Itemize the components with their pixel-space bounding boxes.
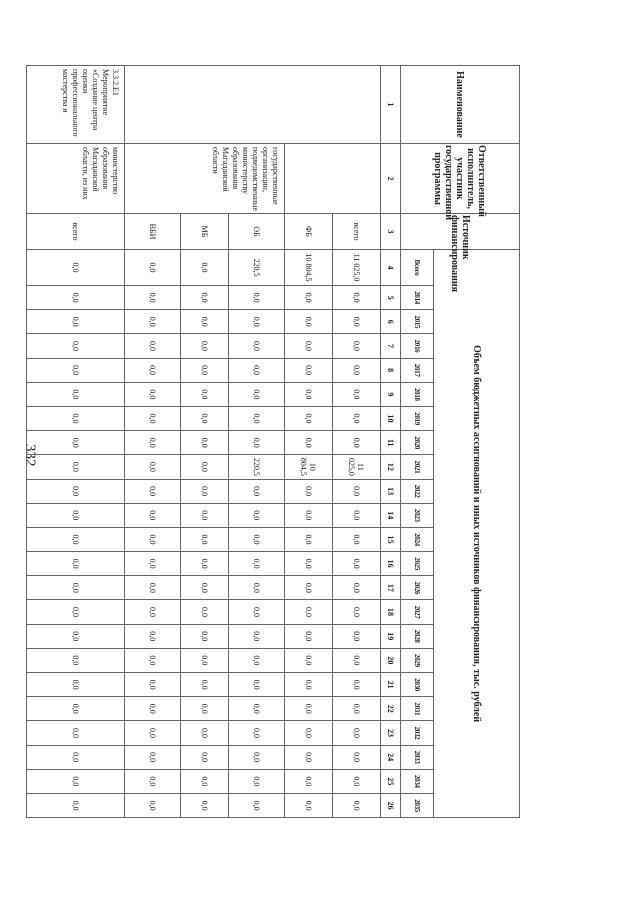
row-value: 0,0 <box>229 697 285 721</box>
row-value: 0,0 <box>229 479 285 503</box>
row-value: 0,0 <box>229 648 285 672</box>
header-year: 2022 <box>401 479 434 503</box>
row-value: 0,0 <box>125 431 181 455</box>
row-value: 0,0 <box>181 552 229 576</box>
row-value: 0,0 <box>333 576 381 600</box>
header-year: 2018 <box>401 382 434 406</box>
row-value: 0,0 <box>229 552 285 576</box>
header-year: 2020 <box>401 431 434 455</box>
header-executor: Ответственный исполнитель, участник государственной программы <box>401 144 520 214</box>
row-value: 0,0 <box>333 745 381 769</box>
row-value: 0,0 <box>27 382 125 406</box>
column-number: 21 <box>381 673 401 697</box>
column-number: 1 <box>381 66 401 144</box>
row-value: 0,0 <box>181 793 229 817</box>
column-number: 19 <box>381 624 401 648</box>
row-value: 0,0 <box>229 334 285 358</box>
row-value: 0,0 <box>27 600 125 624</box>
row-total: 11 025,0 <box>333 250 381 286</box>
row-value: 0,0 <box>285 479 333 503</box>
row-value: 0,0 <box>229 503 285 527</box>
row-value: 0,0 <box>125 673 181 697</box>
header-year: 2030 <box>401 673 434 697</box>
row-value: 220,5 <box>229 455 285 479</box>
header-total: Всего <box>401 250 434 286</box>
row-value: 0,0 <box>229 624 285 648</box>
header-year: 2028 <box>401 624 434 648</box>
row-value: 0,0 <box>333 600 381 624</box>
row-value: 0,0 <box>333 334 381 358</box>
table-row <box>229 66 285 818</box>
row-value: 0,0 <box>285 721 333 745</box>
row-value: 0,0 <box>285 624 333 648</box>
row-value: 0,0 <box>285 576 333 600</box>
row-value: 0,0 <box>27 527 125 551</box>
row-value: 0,0 <box>181 334 229 358</box>
row-value: 0,0 <box>125 334 181 358</box>
row-value: 0,0 <box>181 406 229 430</box>
column-number: 13 <box>381 479 401 503</box>
row-value: 0,0 <box>181 600 229 624</box>
column-number: 7 <box>381 334 401 358</box>
row-value: 0,0 <box>333 552 381 576</box>
row-value: 0,0 <box>181 673 229 697</box>
row-value: 0,0 <box>285 334 333 358</box>
row-value: 0,0 <box>181 431 229 455</box>
row-value: 0,0 <box>27 648 125 672</box>
row-value: 0,0 <box>125 382 181 406</box>
column-number-row <box>381 66 401 818</box>
row-value: 0,0 <box>229 382 285 406</box>
header-year: 2017 <box>401 358 434 382</box>
column-number: 12 <box>381 455 401 479</box>
row-value: 0,0 <box>285 697 333 721</box>
row-value: 0,0 <box>229 673 285 697</box>
column-number: 24 <box>381 745 401 769</box>
budget-table-rotated <box>61 65 520 817</box>
row-value: 0,0 <box>285 552 333 576</box>
row-value: 0,0 <box>125 576 181 600</box>
column-number: 18 <box>381 600 401 624</box>
column-number: 15 <box>381 527 401 551</box>
row-value: 0,0 <box>285 382 333 406</box>
header-year: 2029 <box>401 648 434 672</box>
row-value: 0,0 <box>285 769 333 793</box>
page-number: 332 <box>22 444 38 467</box>
row-value: 0,0 <box>27 479 125 503</box>
row-value: 10 804,5 <box>285 455 333 479</box>
column-number: 2 <box>381 144 401 214</box>
header-year: 2015 <box>401 310 434 334</box>
column-number: 14 <box>381 503 401 527</box>
column-number: 16 <box>381 552 401 576</box>
header-year: 2031 <box>401 697 434 721</box>
column-number: 11 <box>381 431 401 455</box>
row-value: 0,0 <box>27 431 125 455</box>
column-number: 4 <box>381 250 401 286</box>
row-value: 0,0 <box>125 455 181 479</box>
header-year: 2023 <box>401 503 434 527</box>
column-number: 9 <box>381 382 401 406</box>
row-value: 0,0 <box>333 721 381 745</box>
row-value: 0,0 <box>181 576 229 600</box>
header-year: 2016 <box>401 334 434 358</box>
row-value: 0,0 <box>125 697 181 721</box>
row-value: 0,0 <box>333 769 381 793</box>
row-value: 0,0 <box>333 358 381 382</box>
header-year: 2025 <box>401 552 434 576</box>
row-value: 0,0 <box>125 310 181 334</box>
table-row <box>333 66 381 818</box>
budget-table <box>26 65 520 818</box>
row-value: 0,0 <box>181 358 229 382</box>
row-value: 0,0 <box>229 431 285 455</box>
column-number: 22 <box>381 697 401 721</box>
row-value: 0,0 <box>181 648 229 672</box>
column-number: 3 <box>381 214 401 250</box>
header-year: 2032 <box>401 721 434 745</box>
row-source: всего <box>333 214 381 250</box>
column-number: 6 <box>381 310 401 334</box>
row-value: 0,0 <box>125 527 181 551</box>
row-value: 0,0 <box>125 286 181 310</box>
row-value: 0,0 <box>27 455 125 479</box>
row-value: 0,0 <box>125 793 181 817</box>
row-value: 0,0 <box>27 745 125 769</box>
row-value: 0,0 <box>181 382 229 406</box>
row-value: 0,0 <box>27 552 125 576</box>
row-value: 0,0 <box>181 310 229 334</box>
row-value: 0,0 <box>27 624 125 648</box>
row-value: 0,0 <box>285 527 333 551</box>
row-value: 0,0 <box>125 624 181 648</box>
row-name: 3.3.2.Е1 Мероприятие «Создание центра оценки профессионального мастерства и <box>27 66 125 144</box>
row-value: 0,0 <box>285 358 333 382</box>
row-value: 0,0 <box>125 503 181 527</box>
row-value: 0,0 <box>27 673 125 697</box>
row-value: 0,0 <box>285 503 333 527</box>
row-value: 0,0 <box>285 406 333 430</box>
row-value: 0,0 <box>27 310 125 334</box>
row-value: 0,0 <box>125 648 181 672</box>
row-total: 220,5 <box>229 250 285 286</box>
row-executor <box>285 144 381 214</box>
header-year: 2035 <box>401 793 434 817</box>
row-value: 0,0 <box>333 697 381 721</box>
row-value: 0,0 <box>229 527 285 551</box>
row-value: 0,0 <box>333 673 381 697</box>
header-year: 2027 <box>401 600 434 624</box>
row-value: 0,0 <box>181 527 229 551</box>
header-source: Источник финансирования <box>401 214 520 250</box>
row-value: 0,0 <box>333 503 381 527</box>
row-value: 0,0 <box>333 624 381 648</box>
row-value: 0,0 <box>125 600 181 624</box>
header-year: 2014 <box>401 286 434 310</box>
row-value: 0,0 <box>181 721 229 745</box>
row-value: 0,0 <box>27 769 125 793</box>
row-source: ФБ <box>285 214 333 250</box>
row-value: 0,0 <box>285 745 333 769</box>
row-value: 0,0 <box>181 455 229 479</box>
row-value: 0,0 <box>181 745 229 769</box>
row-value: 0,0 <box>125 479 181 503</box>
row-value: 0,0 <box>333 431 381 455</box>
row-value: 0,0 <box>229 600 285 624</box>
column-number: 26 <box>381 793 401 817</box>
row-name <box>125 66 381 144</box>
row-value: 0,0 <box>181 479 229 503</box>
column-number: 20 <box>381 648 401 672</box>
row-value: 0,0 <box>285 793 333 817</box>
row-executor: министерство образования Магаданской области, из них <box>27 144 125 214</box>
row-value: 0,0 <box>333 382 381 406</box>
column-number: 17 <box>381 576 401 600</box>
row-value: 0,0 <box>181 624 229 648</box>
row-value: 0,0 <box>27 721 125 745</box>
row-value: 0,0 <box>333 648 381 672</box>
row-value: 0,0 <box>229 310 285 334</box>
row-source: МБ <box>181 214 229 250</box>
row-value: 0,0 <box>27 576 125 600</box>
row-value: 0,0 <box>333 310 381 334</box>
row-value: 0,0 <box>181 697 229 721</box>
row-value: 0,0 <box>285 648 333 672</box>
row-value: 0,0 <box>285 286 333 310</box>
row-total: 10 804,5 <box>285 250 333 286</box>
row-value: 0,0 <box>27 503 125 527</box>
column-number: 5 <box>381 286 401 310</box>
row-value: 0,0 <box>181 286 229 310</box>
row-total: 0,0 <box>27 250 125 286</box>
row-value: 0,0 <box>285 600 333 624</box>
row-value: 0,0 <box>229 358 285 382</box>
row-total: 0,0 <box>181 250 229 286</box>
row-executor: государственные организации, подведомственные министерству образования Магаданской области <box>125 144 285 214</box>
row-value: 0,0 <box>27 358 125 382</box>
row-value: 0,0 <box>229 745 285 769</box>
row-value: 0,0 <box>125 721 181 745</box>
column-number: 23 <box>381 721 401 745</box>
row-value: 0,0 <box>229 721 285 745</box>
row-value: 0,0 <box>333 793 381 817</box>
row-value: 0,0 <box>27 334 125 358</box>
row-value: 0,0 <box>125 406 181 430</box>
row-total: 0,0 <box>125 250 181 286</box>
row-value: 0,0 <box>27 406 125 430</box>
column-number: 10 <box>381 406 401 430</box>
row-value: 0,0 <box>229 406 285 430</box>
row-source: ОБ <box>229 214 285 250</box>
row-value: 0,0 <box>285 673 333 697</box>
row-value: 0,0 <box>229 286 285 310</box>
header-volume: Объем бюджетных ассигнований и иных источников финансирования, тыс. рублей <box>434 250 520 818</box>
row-source: ВБИ <box>125 214 181 250</box>
row-value: 0,0 <box>229 769 285 793</box>
header-row-top <box>434 66 520 818</box>
row-value: 0,0 <box>229 576 285 600</box>
header-year: 2021 <box>401 455 434 479</box>
row-value: 0,0 <box>125 552 181 576</box>
row-value: 0,0 <box>333 406 381 430</box>
header-name: Наименование <box>401 66 520 144</box>
column-number: 8 <box>381 358 401 382</box>
row-value: 0,0 <box>181 769 229 793</box>
row-value: 0,0 <box>285 431 333 455</box>
row-value: 0,0 <box>27 697 125 721</box>
column-number: 25 <box>381 769 401 793</box>
row-value: 0,0 <box>125 358 181 382</box>
header-year: 2019 <box>401 406 434 430</box>
row-value: 0,0 <box>125 769 181 793</box>
row-value: 0,0 <box>285 310 333 334</box>
row-value: 11 025,0 <box>333 455 381 479</box>
row-value: 0,0 <box>27 286 125 310</box>
header-year: 2024 <box>401 527 434 551</box>
row-source: всего <box>27 214 125 250</box>
row-value: 0,0 <box>333 286 381 310</box>
row-value: 0,0 <box>229 793 285 817</box>
header-year: 2026 <box>401 576 434 600</box>
row-value: 0,0 <box>333 527 381 551</box>
header-year: 2034 <box>401 769 434 793</box>
row-value: 0,0 <box>181 503 229 527</box>
row-value: 0,0 <box>125 745 181 769</box>
table-row <box>27 66 125 818</box>
row-value: 0,0 <box>27 793 125 817</box>
row-value: 0,0 <box>333 479 381 503</box>
header-year: 2033 <box>401 745 434 769</box>
